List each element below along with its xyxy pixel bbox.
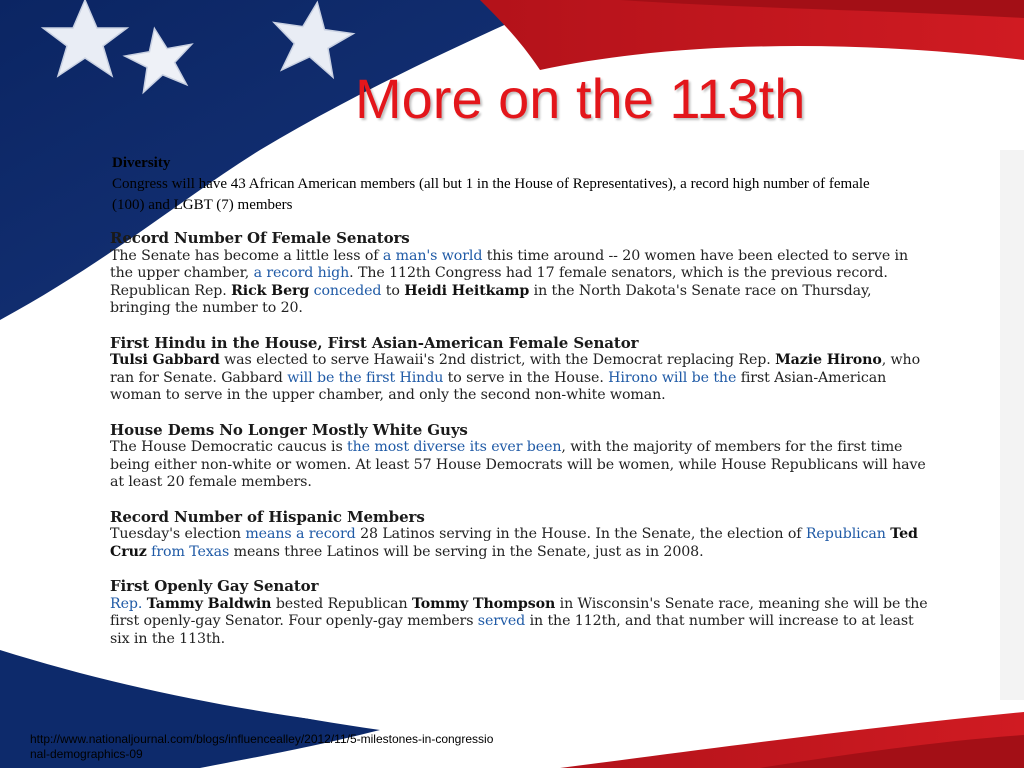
- body-text: to serve in the House.: [443, 369, 609, 386]
- article-section: [110, 335, 930, 405]
- body-text: first Asian-American woman to serve in the upper chamber, and only the second non-white woman.: [110, 369, 887, 403]
- body-text: in Wisconsin's Senate race, meaning she will be the first openly-gay Senator. Four openly-gay members: [110, 595, 928, 629]
- section-body: [110, 526, 930, 561]
- intro-block: [112, 153, 892, 216]
- section-title: Record Number of Hispanic Members: [110, 507, 425, 526]
- section-title: First Hindu in the House, First Asian-American Female Senator: [110, 333, 639, 352]
- body-text: Tuesday's election: [110, 526, 246, 542]
- article-section: [110, 509, 930, 562]
- article-excerpt: [110, 230, 930, 665]
- article-section: [110, 578, 930, 648]
- body-text: bested Republican: [271, 595, 412, 612]
- body-text: means three Latinos will be serving in the Senate, just as in 2008.: [229, 543, 704, 560]
- article-link[interactable]: will be the first Hindu: [287, 369, 444, 386]
- body-text: The House Democratic caucus is: [110, 439, 348, 455]
- article-link[interactable]: from Texas: [151, 543, 230, 560]
- person-name: Tammy Baldwin: [146, 595, 272, 612]
- article-link[interactable]: Rep.: [110, 595, 147, 612]
- body-text: in the 112th, and that number will increase to at least six in the 113th.: [110, 613, 914, 647]
- body-text: was elected to serve Hawaii's 2nd district, with the Democrat replacing Rep.: [219, 352, 776, 368]
- article-link[interactable]: Hirono will be the: [608, 369, 737, 386]
- body-text: in the North Dakota's Senate race on Thursday, bringing the number to 20.: [110, 282, 872, 316]
- article-link[interactable]: the most diverse its ever been: [347, 439, 562, 455]
- article-section: [110, 422, 930, 492]
- intro-heading: Diversity: [112, 155, 171, 171]
- body-text: 28 Latinos serving in the House. In the Senate, the election of: [355, 526, 806, 542]
- body-text: to: [381, 282, 405, 299]
- body-text: this time around -- 20 women have been elected to serve in the upper chamber,: [110, 247, 909, 281]
- body-text: . The 112th Congress had 17 female senators, which is the previous record. Republican Rep.: [110, 265, 888, 299]
- section-title: First Openly Gay Senator: [110, 577, 319, 595]
- section-body: [110, 596, 930, 649]
- person-name: Tulsi Gabbard: [110, 352, 220, 368]
- article-link[interactable]: means a record: [245, 526, 356, 542]
- body-text: , with the majority of members for the first time being either non-white or women. At least 57 House Democrats will be women, while House Republicans will have at least 20 female members.: [110, 439, 926, 490]
- person-name: Rick Berg: [231, 282, 310, 299]
- section-body: [110, 352, 930, 405]
- person-name: Heidi Heitkamp: [404, 282, 530, 299]
- person-name: Tommy Thompson: [411, 595, 556, 612]
- section-title: Record Number Of Female Senators: [110, 229, 410, 247]
- section-body: [110, 439, 930, 492]
- slide-title: More on the 113th: [355, 67, 806, 130]
- body-text: , who ran for Senate. Gabbard: [110, 352, 921, 386]
- article-link[interactable]: Republican: [805, 526, 886, 542]
- section-body: [110, 248, 930, 318]
- article-link[interactable]: a record high: [253, 265, 350, 281]
- article-section: [110, 230, 930, 318]
- person-name: Mazie Hirono: [775, 352, 882, 368]
- person-name: Ted Cruz: [110, 526, 918, 560]
- body-text: The Senate has become a little less of: [110, 247, 383, 264]
- section-title: House Dems No Longer Mostly White Guys: [110, 420, 468, 439]
- source-url[interactable]: http://www.nationaljournal.com/blogs/influencealley/2012/11/5-milestones-in-congressional-demographics-09: [30, 732, 494, 761]
- article-link[interactable]: a man's world: [382, 247, 483, 264]
- intro-body: Congress will have 43 African American members (all but 1 in the House of Representatives), a record high number of female (100) and LGBT (7) members: [112, 176, 870, 213]
- article-link[interactable]: served: [477, 613, 526, 629]
- article-link[interactable]: conceded: [313, 282, 382, 299]
